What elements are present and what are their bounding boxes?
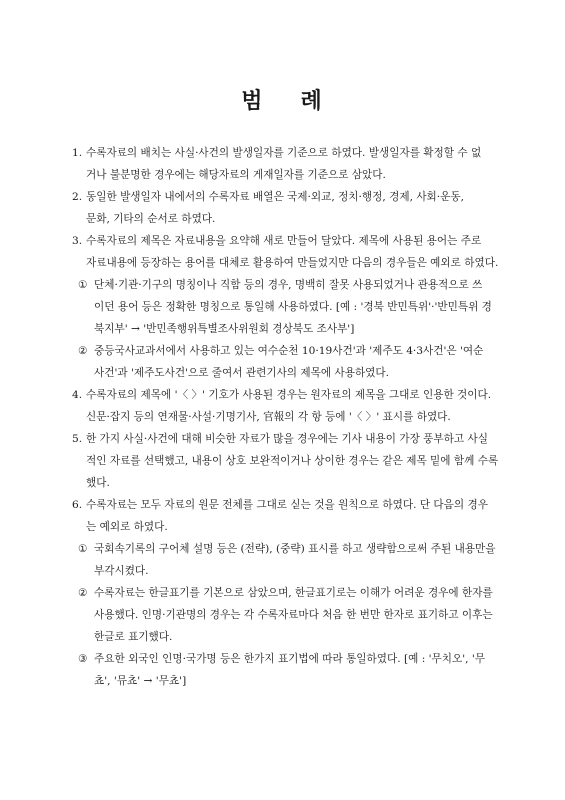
item-number: 4. bbox=[72, 389, 83, 401]
list-item bbox=[72, 142, 504, 186]
item-number: 3. bbox=[72, 235, 83, 247]
item-number: 5. bbox=[72, 433, 83, 445]
guidelines-list bbox=[72, 142, 504, 692]
item-text-line: 북지부' → '반민족행위특별조사위원회 경상북도 조사부'] bbox=[94, 323, 355, 335]
list-item bbox=[72, 186, 504, 230]
item-text-line: 부각시켰다. bbox=[94, 565, 149, 577]
item-text-line: 동일한 발생일자 내에서의 수록자료 배열은 국제·외교, 정치·행정, 경제, 사회·운동, bbox=[86, 191, 464, 203]
list-item bbox=[72, 494, 504, 538]
sub-list-item bbox=[78, 274, 520, 340]
page-title bbox=[0, 84, 565, 115]
item-text-line: 문화, 기타의 순서로 하였다. bbox=[86, 213, 216, 225]
item-text-line: 거나 불분명한 경우에는 해당자료의 게재일자를 기준으로 삼았다. bbox=[86, 169, 386, 181]
item-text-line: 단체·기관·기구의 명칭이나 직함 등의 경우, 명백히 잘못 사용되었거나 관용적으로 쓰 bbox=[94, 279, 483, 291]
item-text-line: 주요한 외국인 인명·국가명 등은 한가지 표기법에 따라 통일하였다. [예 : '무치오', '무 bbox=[94, 653, 486, 665]
item-number: ② bbox=[78, 587, 88, 599]
list-item bbox=[72, 428, 504, 494]
item-text-line: 수록자료의 제목은 자료내용을 요약해 새로 만들어 달았다. 제목에 사용된 용어는 주로 bbox=[86, 235, 482, 247]
title-char-2: 례 bbox=[300, 88, 324, 114]
item-number: ② bbox=[78, 345, 88, 357]
item-text-line: 국회속기록의 구어체 설명 등은 (전략), (중략) 표시를 하고 생략함으로써 주된 내용만을 bbox=[94, 543, 496, 555]
item-number: ① bbox=[78, 279, 88, 291]
item-text-line: 했다. bbox=[86, 477, 110, 489]
item-text-line: 이던 용어 등은 정확한 명칭으로 통일해 사용하였다. [예 : '경북 반민특위'·'반민특위 경 bbox=[94, 301, 492, 313]
item-text-line: 한 가지 사실·사건에 대해 비슷한 자료가 많을 경우에는 기사 내용이 가장 풍부하고 사실 bbox=[86, 433, 488, 445]
item-text-line: 사용했다. 인명·기관명의 경우는 각 수록자료마다 처음 한 번만 한자로 표기하고 이후는 bbox=[94, 609, 493, 621]
sub-list-item bbox=[78, 582, 520, 648]
item-number: ① bbox=[78, 543, 88, 555]
item-text-line: 사건'과 '제주도사건'으로 줄여서 관련기사의 제목에 사용하였다. bbox=[94, 367, 390, 379]
item-text-line: 자료내용에 등장하는 용어를 대체로 활용하여 만들었지만 다음의 경우들은 예외로 하였다. bbox=[86, 257, 499, 269]
item-number: 1. bbox=[72, 147, 83, 159]
sub-list-item bbox=[78, 538, 520, 582]
item-number: 6. bbox=[72, 499, 83, 511]
item-text-line: 수록자료의 배치는 사실·사건의 발생일자를 기준으로 하였다. 발생일자를 확정할 수 없 bbox=[86, 147, 482, 159]
sub-list-item bbox=[78, 340, 520, 384]
item-text-line: 쵸', '뮤쵸' → '무쵸'] bbox=[94, 675, 187, 687]
item-text-line: 수록자료는 한글표기를 기본으로 삼았으며, 한글표기로는 이해가 어려운 경우에 한자를 bbox=[94, 587, 493, 599]
item-text-line: 수록자료의 제목에 '〈 〉' 기호가 사용된 경우는 원자료의 제목을 그대로 인용한 것이다. bbox=[86, 389, 492, 401]
item-text-line: 적인 자료를 선택했고, 내용이 상호 보완적이거나 상이한 경우는 같은 제목 밑에 함께 수록 bbox=[86, 455, 499, 467]
item-number: 2. bbox=[72, 191, 83, 203]
sub-list-item bbox=[78, 648, 520, 692]
item-text-line: 수록자료는 모두 자료의 원문 전체를 그대로 싣는 것을 원칙으로 하였다. 단 다음의 경우 bbox=[86, 499, 488, 511]
item-text-line: 는 예외로 하였다. bbox=[86, 521, 168, 533]
item-text-line: 한글로 표기했다. bbox=[94, 631, 173, 643]
list-item bbox=[72, 230, 504, 274]
title-char-1: 범 bbox=[241, 88, 265, 114]
list-item bbox=[72, 384, 504, 428]
item-text-line: 신문·잡지 등의 연재물·사설·기명기사, 官報의 각 항 등에 '〈 〉' 표시를 하였다. bbox=[86, 411, 451, 423]
item-number: ③ bbox=[78, 653, 88, 665]
item-text-line: 중등국사교과서에서 사용하고 있는 여수순천 10·19사건'과 '제주도 4·3사건'은 '여순 bbox=[94, 345, 484, 357]
